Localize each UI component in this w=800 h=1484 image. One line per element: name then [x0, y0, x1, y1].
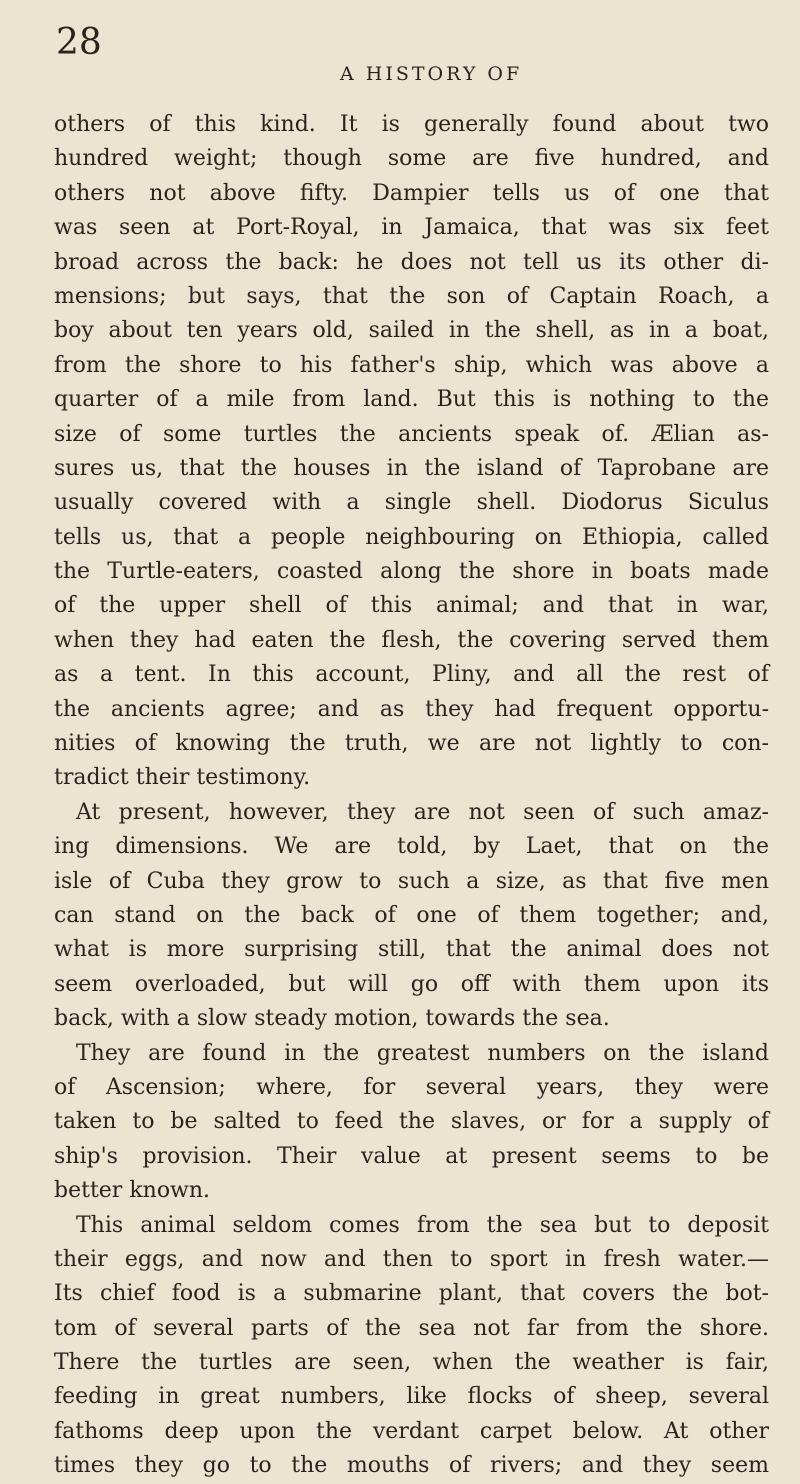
- text-line: broad across the back: he does not tell us its other di-: [54, 249, 769, 275]
- text-line: the ancients agree; and as they had frequent opportu-: [54, 696, 769, 722]
- text-line: fathoms deep upon the verdant carpet below. At other: [54, 1418, 769, 1444]
- page-number: 28: [56, 22, 102, 63]
- text-line: tells us, that a people neighbouring on Ethiopia, called: [54, 524, 769, 550]
- text-line: seem overloaded, but will go off with them upon its: [54, 971, 769, 997]
- text-line: At present, however, they are not seen of such amaz-: [76, 799, 769, 825]
- text-line: mensions; but says, that the son of Captain Roach, a: [54, 283, 769, 309]
- text-line: tradict their testimony.: [54, 765, 311, 791]
- text-line: isle of Cuba they grow to such a size, as that five men: [54, 868, 769, 894]
- text-line: sures us, that the houses in the island of Taprobane are: [54, 455, 769, 481]
- text-line: ing dimensions. We are told, by Laet, that on the: [54, 834, 769, 860]
- running-head: A HISTORY OF: [340, 63, 523, 85]
- text-line: ship's provision. Their value at present seems to be: [54, 1143, 769, 1169]
- text-line: nities of knowing the truth, we are not lightly to con-: [54, 731, 769, 757]
- text-line: others of this kind. It is generally found about two: [54, 112, 769, 137]
- text-line: This animal seldom comes from the sea but to deposit: [76, 1212, 769, 1238]
- text-line: back, with a slow steady motion, towards the sea.: [54, 1006, 610, 1032]
- text-line: better known.: [54, 1178, 211, 1204]
- text-line: from the shore to his father's ship, which was above a: [54, 352, 769, 378]
- text-line: They are found in the greatest numbers on the island: [76, 1040, 769, 1066]
- text-line: others not above fifty. Dampier tells us of one that: [54, 180, 769, 206]
- text-line: of the upper shell of this animal; and that in war,: [54, 593, 769, 619]
- text-line: times they go to the mouths of rivers; and they seem: [54, 1453, 769, 1479]
- text-line: There the turtles are seen, when the weather is fair,: [54, 1350, 769, 1376]
- text-line: taken to be salted to feed the slaves, or for a supply of: [54, 1109, 769, 1135]
- text-line: their eggs, and now and then to sport in fresh water.—: [54, 1246, 769, 1272]
- text-line: hundred weight; though some are five hundred, and: [54, 146, 769, 172]
- text-line: feeding in great numbers, like flocks of sheep, several: [54, 1384, 769, 1410]
- text-line: can stand on the back of one of them together; and,: [54, 902, 769, 928]
- text-line: Its chief food is a submarine plant, that covers the bot-: [54, 1281, 769, 1307]
- text-line: what is more surprising still, that the animal does not: [54, 937, 769, 963]
- text-line: as a tent. In this account, Pliny, and all the rest of: [54, 662, 769, 688]
- text-line: size of some turtles the ancients speak of. Ælian as-: [54, 421, 769, 447]
- text-line: was seen at Port-Royal, in Jamaica, that was six feet: [54, 215, 769, 241]
- text-line: usually covered with a single shell. Diodorus Siculus: [54, 490, 769, 516]
- body-text: [54, 108, 769, 1484]
- text-line: when they had eaten the flesh, the covering served them: [54, 627, 769, 653]
- text-line: boy about ten years old, sailed in the shell, as in a boat,: [54, 318, 769, 344]
- text-line: of Ascension; where, for several years, they were: [54, 1074, 769, 1100]
- text-line: quarter of a mile from land. But this is nothing to the: [54, 387, 769, 413]
- text-line: tom of several parts of the sea not far from the shore.: [54, 1315, 769, 1341]
- text-line: the Turtle-eaters, coasted along the shore in boats made: [54, 559, 769, 585]
